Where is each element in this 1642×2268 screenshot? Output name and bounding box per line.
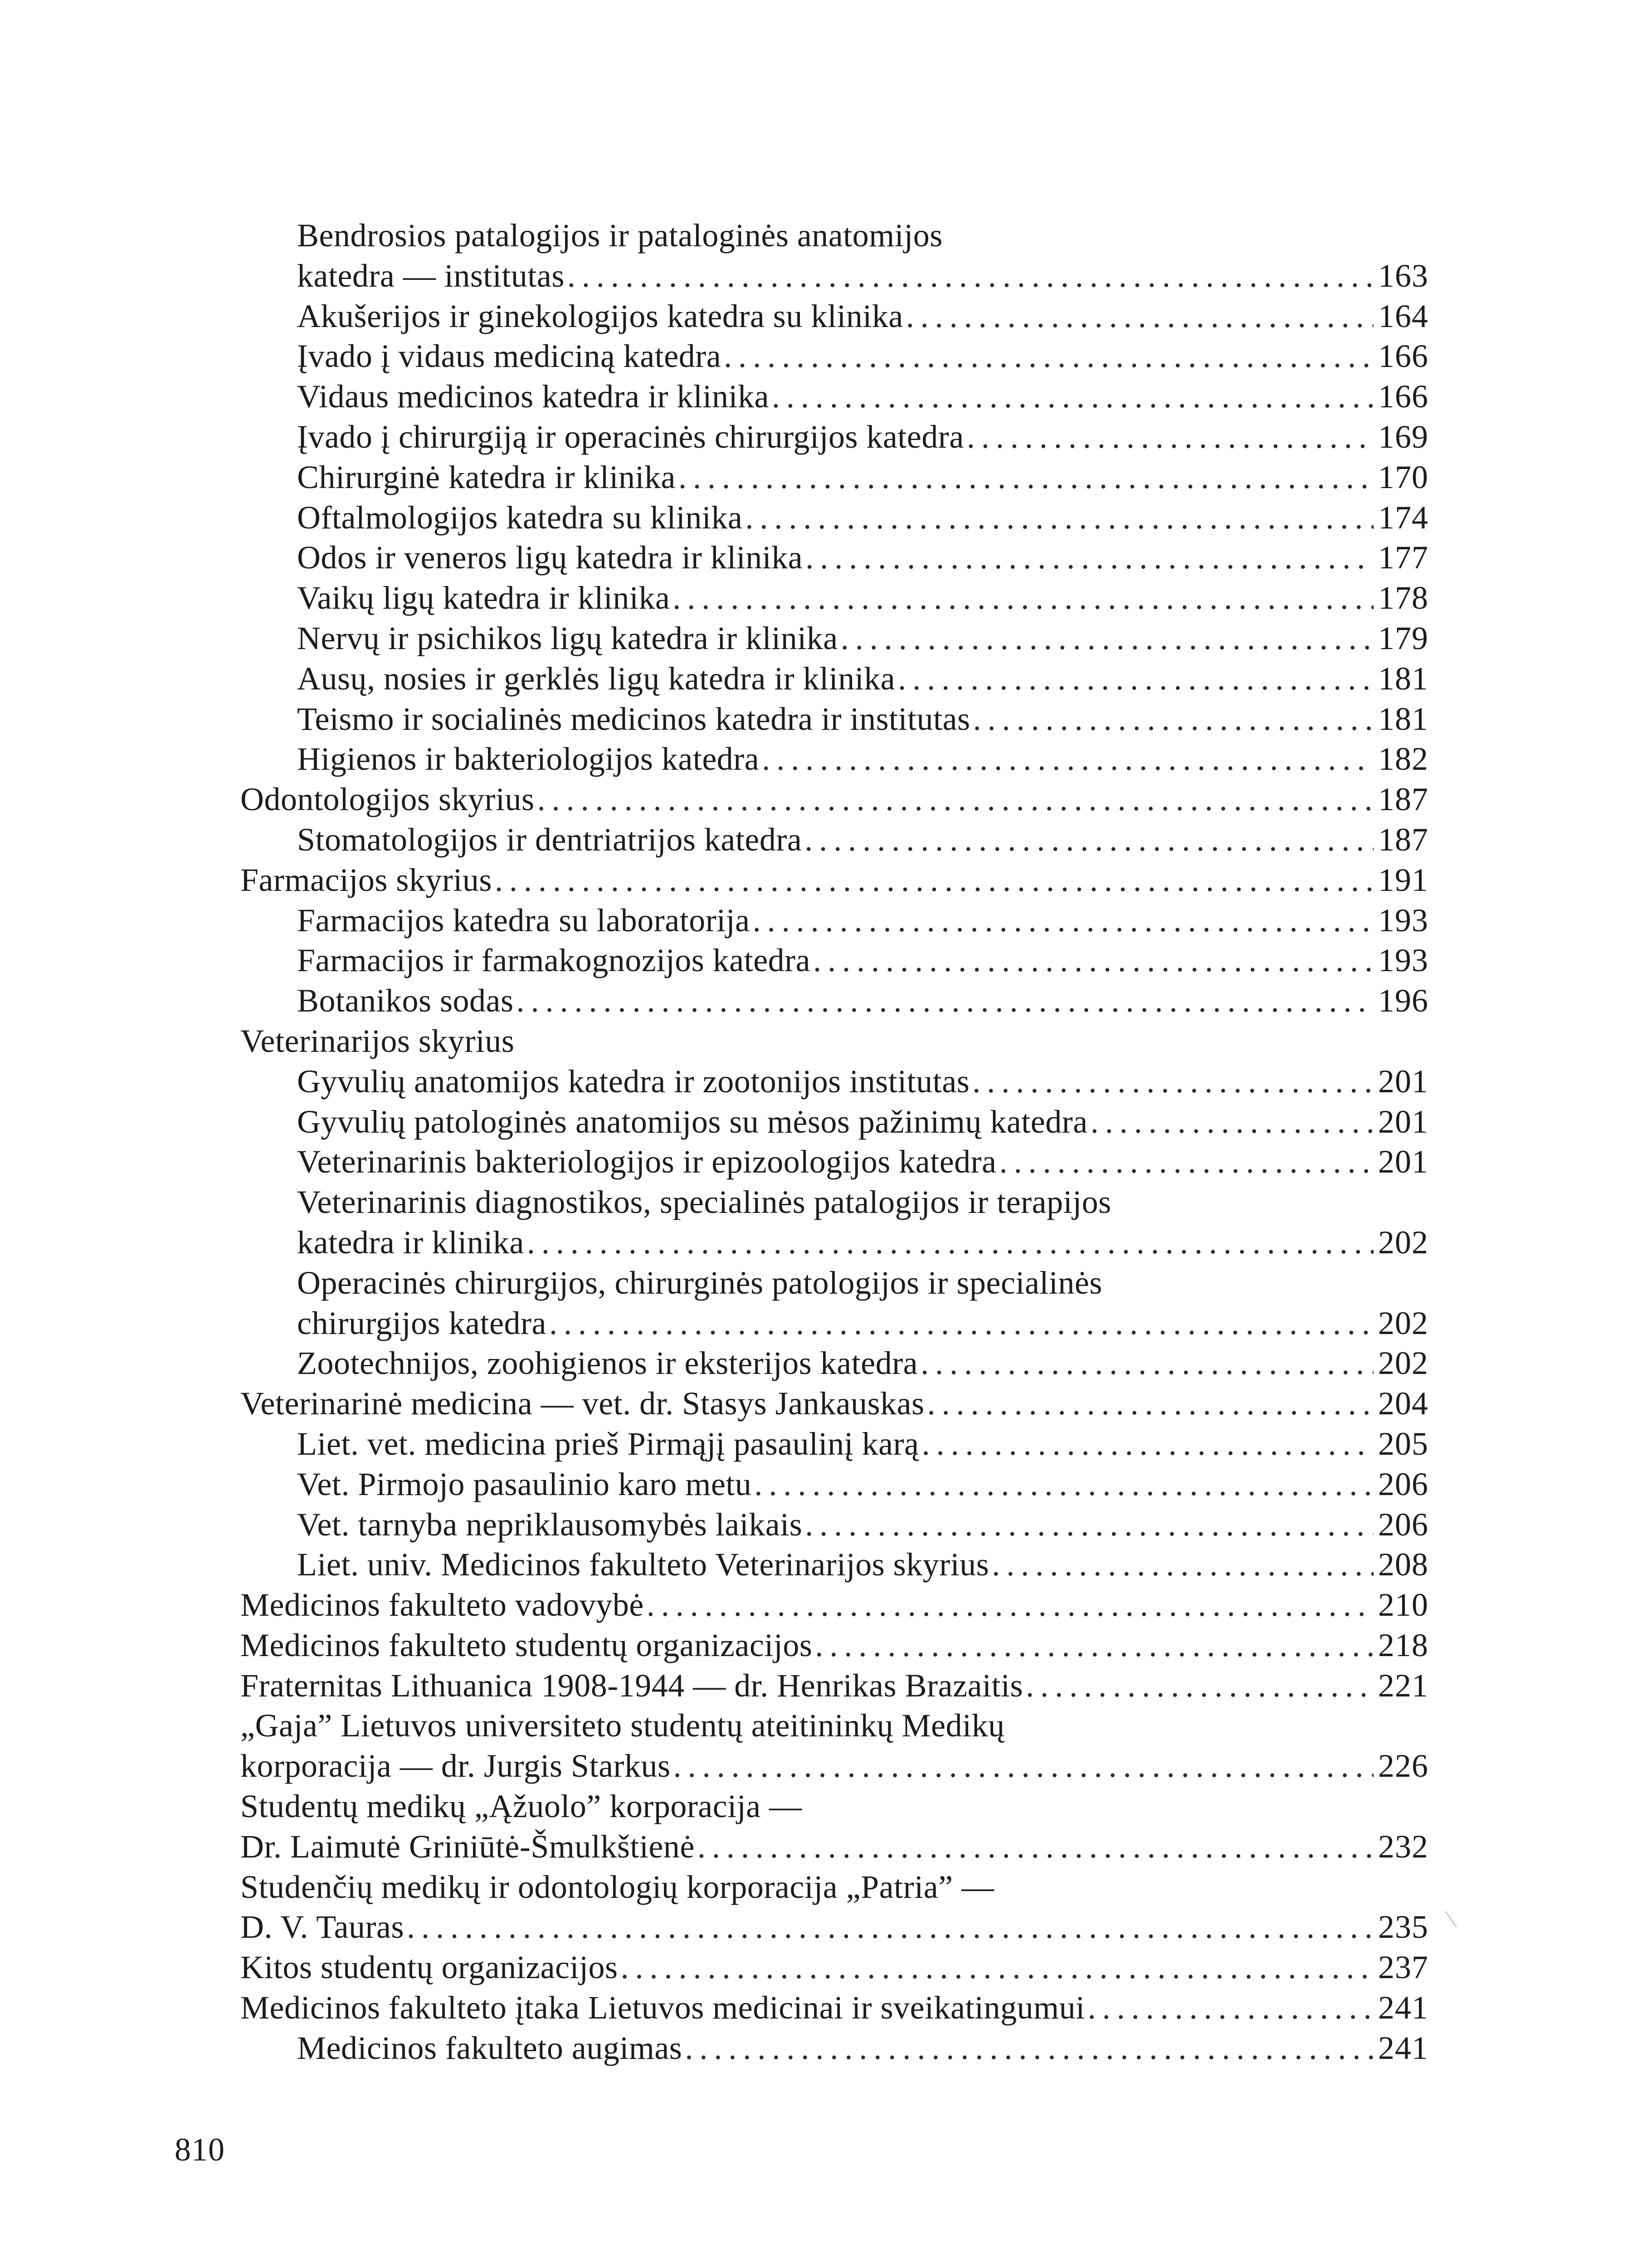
toc-entry-line xyxy=(297,1182,1428,1222)
toc-entry-title: Medicinos fakulteto augimas xyxy=(297,2029,682,2066)
toc-entry-line xyxy=(240,1867,1428,1907)
toc-entry-page: 202 xyxy=(1378,1224,1428,1261)
toc-entry xyxy=(240,1585,1428,1625)
dot-leader xyxy=(813,940,1374,981)
toc-entry-line xyxy=(240,779,1428,820)
toc-entry-line xyxy=(240,1666,1428,1706)
toc-entry-page: 182 xyxy=(1378,741,1428,777)
toc-entry-title: korporacija — dr. Jurgis Starkus xyxy=(240,1748,671,1784)
toc-entry-line xyxy=(297,336,1428,376)
toc-entry-page: 193 xyxy=(1378,942,1428,979)
toc-entry-page: 241 xyxy=(1378,1989,1428,2026)
toc-entry-title: Fraternitas Lithuanica 1908-1944 — dr. Henrikas Brazaitis xyxy=(240,1667,1023,1704)
toc-entry-line xyxy=(297,578,1428,618)
dot-leader xyxy=(647,1585,1374,1625)
toc-entry-title: Oftalmologijos katedra su klinika xyxy=(297,499,743,536)
toc-entry-title: Teismo ir socialinės medicinos katedra ir institutas xyxy=(297,700,970,737)
toc-entry-page: 163 xyxy=(1378,257,1428,294)
toc-entry-page: 177 xyxy=(1378,539,1428,576)
toc-entry xyxy=(240,860,1428,900)
dot-leader xyxy=(724,336,1374,376)
dot-leader xyxy=(685,2028,1374,2068)
dot-leader xyxy=(537,779,1374,820)
toc-entry-line xyxy=(240,1706,1428,1746)
dot-leader xyxy=(527,1222,1374,1263)
toc-entry-page: 201 xyxy=(1378,1144,1428,1180)
dot-leader xyxy=(754,1464,1374,1505)
toc-entry-line xyxy=(297,215,1428,256)
toc-entry-line xyxy=(240,1988,1428,2028)
toc-entry-line xyxy=(297,1303,1428,1344)
toc-entry-title: Ausų, nosies ir gerklės ligų katedra ir klinika xyxy=(297,660,896,697)
toc-entry xyxy=(240,1303,1428,1344)
toc-entry-title: Vet. Pirmojo pasaulinio karo metu xyxy=(297,1466,752,1502)
dot-leader xyxy=(815,1625,1374,1666)
toc-entry-line xyxy=(240,1746,1428,1786)
toc-entry-page: 174 xyxy=(1378,499,1428,536)
toc-entry xyxy=(240,1746,1428,1786)
toc-entry-title: Medicinos fakulteto vadovybė xyxy=(240,1587,644,1623)
toc-entry-page: 187 xyxy=(1378,821,1428,858)
toc-entry-title: katedra ir klinika xyxy=(297,1224,524,1261)
toc-entry-line xyxy=(297,699,1428,739)
dot-leader xyxy=(1026,1666,1374,1706)
toc-entry-line xyxy=(240,1021,1428,1061)
toc-entry xyxy=(240,538,1428,578)
dot-leader xyxy=(922,1424,1374,1464)
toc-entry-title: Stomatologijos ir dentriatrijos katedra xyxy=(297,821,802,858)
toc-entry-title: Farmacijos katedra su laboratorija xyxy=(297,902,750,938)
dot-leader xyxy=(992,1545,1374,1585)
toc-entry-page: 202 xyxy=(1378,1305,1428,1341)
toc-entry-title: Studenčių medikų ir odontologių korporacija „Patria” — xyxy=(240,1868,994,1905)
toc-entry-line xyxy=(297,1505,1428,1545)
dot-leader xyxy=(972,1061,1374,1102)
toc-entry-page: 232 xyxy=(1378,1828,1428,1865)
toc-entry xyxy=(240,1706,1428,1746)
toc-entry-title: Medicinos fakulteto studentų organizacijos xyxy=(240,1627,813,1663)
toc-entry-line xyxy=(297,739,1428,779)
toc-entry-page: 201 xyxy=(1378,1103,1428,1140)
toc-entry-line xyxy=(297,659,1428,699)
toc-entry-line xyxy=(297,1142,1428,1182)
dot-leader xyxy=(621,1947,1374,1988)
toc-entry-page: 193 xyxy=(1378,902,1428,938)
toc-entry xyxy=(240,2028,1428,2068)
toc-entry-title: Bendrosios patalogijos ir pataloginės anatomijos xyxy=(297,217,943,254)
toc-entry xyxy=(240,940,1428,981)
toc-entry-line xyxy=(240,1907,1428,1947)
dot-leader xyxy=(999,1142,1374,1182)
toc-entry xyxy=(240,1545,1428,1585)
toc-entry xyxy=(240,296,1428,337)
toc-entry xyxy=(240,900,1428,941)
toc-entry xyxy=(240,256,1428,296)
toc-entry-title: Kitos studentų organizacijos xyxy=(240,1949,618,1986)
table-of-contents xyxy=(240,215,1428,2068)
toc-entry-title: Liet. vet. medicina prieš Pirmąjį pasaulinį karą xyxy=(297,1425,919,1462)
toc-entry-title: Odontologijos skyrius xyxy=(240,781,535,818)
toc-entry-title: Įvado į vidaus mediciną katedra xyxy=(297,338,721,375)
toc-entry xyxy=(240,618,1428,659)
dot-leader xyxy=(678,457,1374,498)
toc-entry-title: Nervų ir psichikos ligų katedra ir klinika xyxy=(297,620,838,656)
dot-leader xyxy=(772,376,1374,417)
toc-entry-line xyxy=(297,1424,1428,1464)
toc-entry-title: Veterinarinis bakteriologijos ir epizoologijos katedra xyxy=(297,1144,997,1180)
toc-entry-line xyxy=(297,1061,1428,1102)
toc-entry xyxy=(240,457,1428,498)
toc-entry-page: 169 xyxy=(1378,418,1428,455)
toc-entry-line xyxy=(297,376,1428,417)
dot-leader xyxy=(1091,1102,1374,1142)
toc-entry-title: Akušerijos ir ginekologijos katedra su klinika xyxy=(297,298,903,334)
toc-entry-title: Įvado į chirurgiją ir operacinės chirurgijos katedra xyxy=(297,418,964,455)
toc-entry xyxy=(240,336,1428,376)
toc-entry-page: 187 xyxy=(1378,781,1428,818)
toc-entry xyxy=(240,1464,1428,1505)
toc-entry-page: 196 xyxy=(1378,982,1428,1019)
toc-entry xyxy=(240,1625,1428,1666)
toc-entry-title: Veterinarinė medicina — vet. dr. Stasys Jankauskas xyxy=(240,1385,925,1422)
toc-entry xyxy=(240,1907,1428,1947)
toc-entry xyxy=(240,1383,1428,1424)
dot-leader xyxy=(567,256,1374,296)
toc-entry-page: 226 xyxy=(1378,1748,1428,1784)
toc-entry-line xyxy=(297,296,1428,337)
toc-entry-title: Botanikos sodas xyxy=(297,982,514,1019)
toc-entry-title: chirurgijos katedra xyxy=(297,1305,546,1341)
toc-entry-line xyxy=(297,1222,1428,1263)
toc-entry-line xyxy=(240,860,1428,900)
toc-entry-line xyxy=(240,1625,1428,1666)
toc-entry xyxy=(240,1222,1428,1263)
toc-entry-page: 204 xyxy=(1378,1385,1428,1422)
toc-entry-title: Odos ir veneros ligų katedra ir klinika xyxy=(297,539,803,576)
toc-entry-line xyxy=(297,256,1428,296)
toc-entry xyxy=(240,1182,1428,1222)
dot-leader xyxy=(762,739,1374,779)
toc-entry-line xyxy=(297,1343,1428,1383)
toc-entry xyxy=(240,578,1428,618)
dot-leader xyxy=(407,1907,1374,1947)
toc-entry-title: Operacinės chirurgijos, chirurginės patologijos ir specialinės xyxy=(297,1264,1102,1301)
toc-entry-line xyxy=(297,2028,1428,2068)
toc-entry-page: 202 xyxy=(1378,1345,1428,1382)
toc-entry-title: Vaikų ligų katedra ir klinika xyxy=(297,580,670,616)
dot-leader xyxy=(898,659,1374,699)
toc-entry-title: „Gaja” Lietuvos universiteto studentų ateitininkų Medikų xyxy=(240,1707,1005,1744)
toc-entry-page: 218 xyxy=(1378,1627,1428,1663)
toc-entry-line xyxy=(297,538,1428,578)
dot-leader xyxy=(921,1343,1374,1383)
toc-entry-page: 179 xyxy=(1378,620,1428,656)
dot-leader xyxy=(673,1746,1374,1786)
dot-leader xyxy=(805,538,1374,578)
toc-entry-line xyxy=(297,457,1428,498)
toc-entry-page: 235 xyxy=(1378,1909,1428,1945)
toc-entry-line xyxy=(240,1585,1428,1625)
dot-leader xyxy=(841,618,1374,659)
toc-entry xyxy=(240,215,1428,256)
dot-leader xyxy=(745,498,1374,538)
toc-entry-page: 191 xyxy=(1378,861,1428,898)
toc-entry-page: 210 xyxy=(1378,1587,1428,1623)
toc-entry-line xyxy=(297,820,1428,860)
toc-entry-page: 166 xyxy=(1378,378,1428,415)
dot-leader xyxy=(927,1383,1374,1424)
dot-leader xyxy=(697,1827,1374,1867)
toc-entry-title: Vidaus medicinos katedra ir klinika xyxy=(297,378,769,415)
toc-entry-line xyxy=(297,1545,1428,1585)
toc-entry xyxy=(240,739,1428,779)
page-number: 810 xyxy=(175,2131,225,2168)
toc-entry-title: katedra — institutas xyxy=(297,257,565,294)
toc-entry xyxy=(240,1947,1428,1988)
dot-leader xyxy=(805,1505,1374,1545)
toc-entry-title: Farmacijos skyrius xyxy=(240,861,492,898)
toc-entry xyxy=(240,1343,1428,1383)
toc-entry-title: Farmacijos ir farmakognozijos katedra xyxy=(297,942,811,979)
toc-entry xyxy=(240,1786,1428,1827)
toc-entry-title: Gyvulių patologinės anatomijos su mėsos pažinimų katedra xyxy=(297,1103,1088,1140)
dot-leader xyxy=(549,1303,1374,1344)
toc-entry xyxy=(240,1102,1428,1142)
dot-leader xyxy=(906,296,1374,337)
toc-entry xyxy=(240,1666,1428,1706)
toc-entry-page: 181 xyxy=(1378,660,1428,697)
toc-entry xyxy=(240,779,1428,820)
toc-entry-page: 206 xyxy=(1378,1466,1428,1502)
toc-entry-page: 206 xyxy=(1378,1506,1428,1543)
dot-leader xyxy=(973,699,1374,739)
toc-entry-title: Higienos ir bakteriologijos katedra xyxy=(297,741,760,777)
toc-entry xyxy=(240,1263,1428,1303)
toc-entry xyxy=(240,1827,1428,1867)
toc-entry-line xyxy=(297,1263,1428,1303)
toc-entry xyxy=(240,1988,1428,2028)
toc-entry xyxy=(240,699,1428,739)
toc-entry-title: Studentų medikų „Ąžuolo” korporacija — xyxy=(240,1788,802,1825)
toc-entry xyxy=(240,659,1428,699)
toc-entry-page: 208 xyxy=(1378,1546,1428,1583)
toc-entry-page: 237 xyxy=(1378,1949,1428,1986)
toc-entry-title: Chirurginė katedra ir klinika xyxy=(297,459,676,495)
toc-entry-title: Veterinarijos skyrius xyxy=(240,1022,515,1059)
toc-entry-line xyxy=(297,981,1428,1021)
toc-entry xyxy=(240,376,1428,417)
toc-entry-title: Vet. tarnyba nepriklausomybės laikais xyxy=(297,1506,803,1543)
dot-leader xyxy=(967,417,1374,457)
toc-entry-line xyxy=(240,1947,1428,1988)
dot-leader xyxy=(495,860,1374,900)
paper-mark xyxy=(1445,1911,1457,1927)
toc-entry-title: Liet. univ. Medicinos fakulteto Veterinarijos skyrius xyxy=(297,1546,989,1583)
dot-leader xyxy=(753,900,1374,941)
dot-leader xyxy=(672,578,1374,618)
toc-entry-title: Zootechnijos, zoohigienos ir eksterijos katedra xyxy=(297,1345,918,1382)
dot-leader xyxy=(1088,1988,1374,2028)
toc-entry xyxy=(240,498,1428,538)
toc-entry-title: D. V. Tauras xyxy=(240,1909,404,1945)
toc-entry-page: 164 xyxy=(1378,298,1428,334)
toc-entry-page: 201 xyxy=(1378,1063,1428,1100)
toc-entry-line xyxy=(297,618,1428,659)
toc-entry xyxy=(240,1424,1428,1464)
toc-entry-page: 170 xyxy=(1378,459,1428,495)
toc-entry-line xyxy=(240,1827,1428,1867)
toc-entry-line xyxy=(240,1786,1428,1827)
dot-leader xyxy=(516,981,1374,1021)
toc-entry-page: 166 xyxy=(1378,338,1428,375)
toc-entry-page: 205 xyxy=(1378,1425,1428,1462)
toc-entry-title: Gyvulių anatomijos katedra ir zootonijos institutas xyxy=(297,1063,970,1100)
toc-entry-line xyxy=(297,900,1428,941)
toc-entry-line xyxy=(297,1464,1428,1505)
toc-entry-line xyxy=(297,1102,1428,1142)
toc-entry xyxy=(240,1867,1428,1907)
toc-entry-title: Medicinos fakulteto įtaka Lietuvos medicinai ir sveikatingumui xyxy=(240,1989,1085,2026)
toc-entry-line xyxy=(297,417,1428,457)
toc-entry xyxy=(240,1505,1428,1545)
toc-entry xyxy=(240,820,1428,860)
toc-entry xyxy=(240,1142,1428,1182)
toc-entry xyxy=(240,1061,1428,1102)
dot-leader xyxy=(804,820,1374,860)
toc-entry-page: 181 xyxy=(1378,700,1428,737)
toc-entry-title: Dr. Laimutė Griniūtė-Šmulkštienė xyxy=(240,1828,695,1865)
toc-entry-line xyxy=(297,940,1428,981)
toc-entry-line xyxy=(240,1383,1428,1424)
toc-entry-page: 221 xyxy=(1378,1667,1428,1704)
toc-entry xyxy=(240,417,1428,457)
toc-entry xyxy=(240,981,1428,1021)
toc-entry-line xyxy=(297,498,1428,538)
toc-entry-page: 241 xyxy=(1378,2029,1428,2066)
toc-entry-page: 178 xyxy=(1378,580,1428,616)
toc-entry-title: Veterinarinis diagnostikos, specialinės patalogijos ir terapijos xyxy=(297,1184,1111,1221)
toc-entry xyxy=(240,1021,1428,1061)
